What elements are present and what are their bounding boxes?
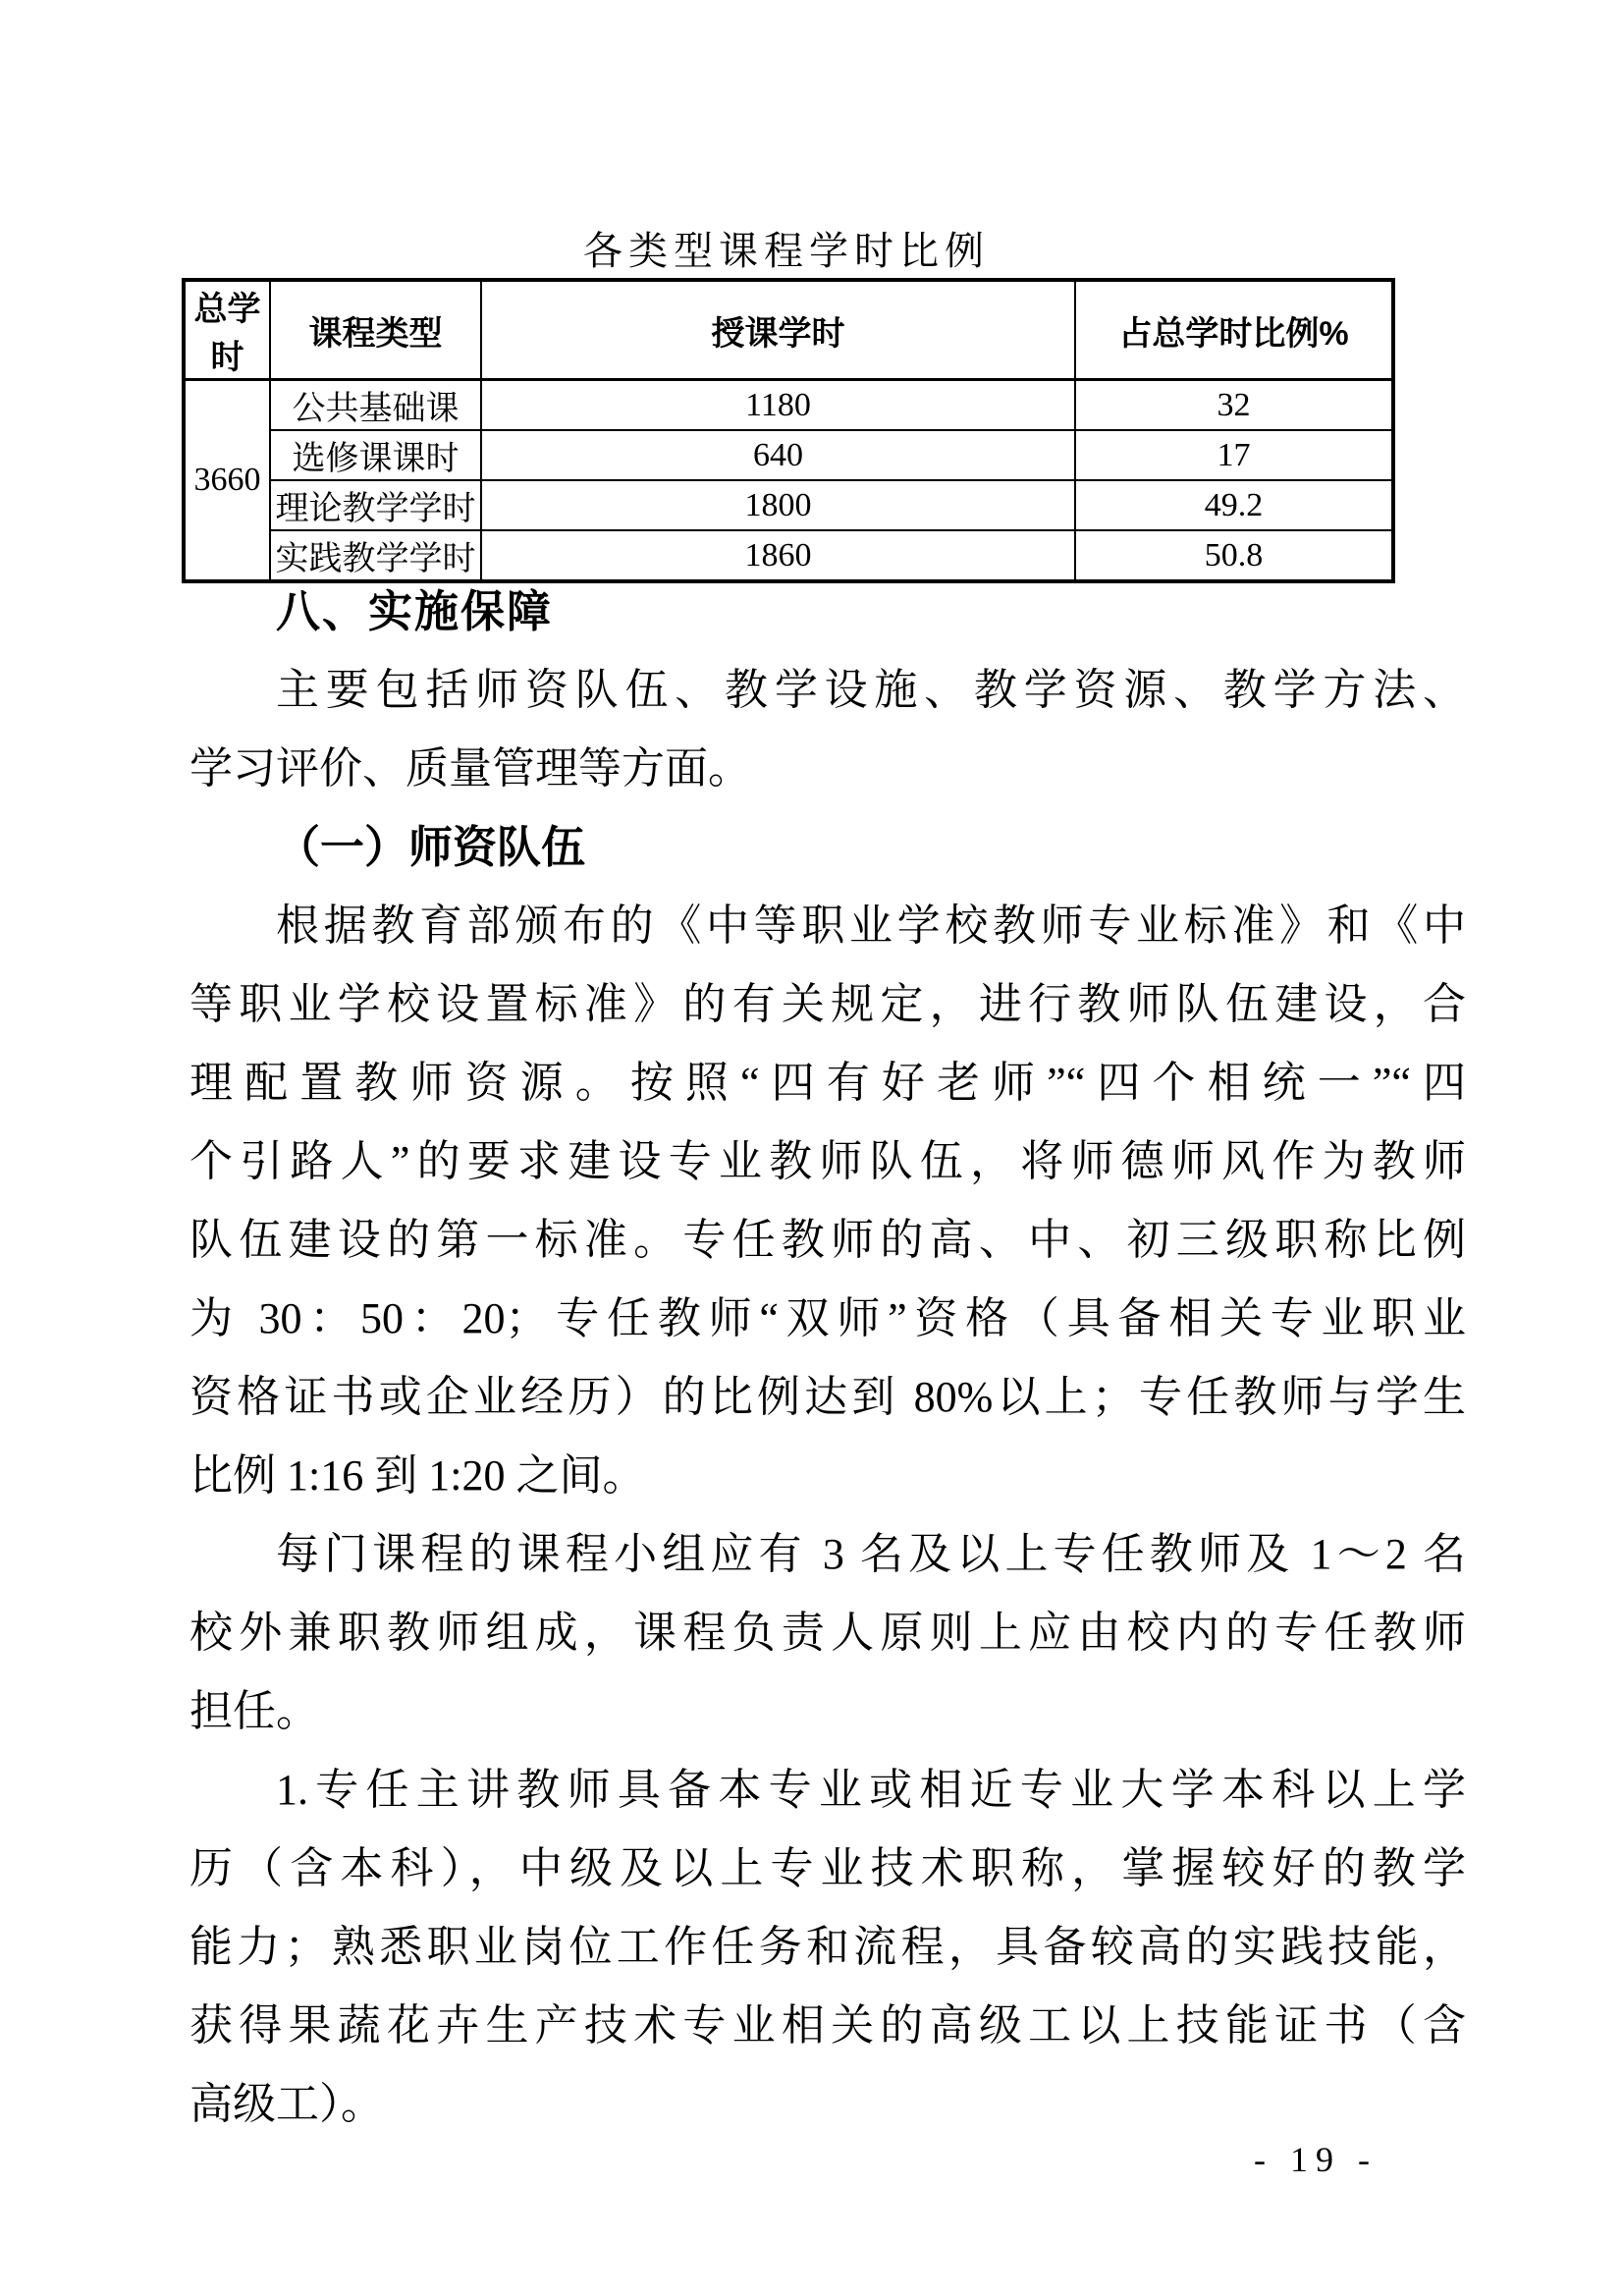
body-line: 队伍建设的第一标准。专任教师的高、中、初三级职称比例: [189, 1216, 1466, 1264]
percent-cell: 32: [1075, 380, 1393, 431]
body-line: 历（含本科），中级及以上专业技术职称，掌握较好的教学: [189, 1844, 1466, 1892]
total-hours-cell: 3660: [184, 380, 270, 582]
percent-cell: 17: [1075, 430, 1393, 480]
header-teaching-hours: 授课学时: [481, 280, 1075, 380]
document-body: [189, 573, 1466, 2144]
percent-cell: 50.8: [1075, 530, 1393, 581]
table-title: 各类型课程学时比例: [583, 229, 990, 273]
body-line: 资格证书或企业经历）的比例达到 80%以上；专任教师与学生: [189, 1373, 1466, 1421]
course-type-cell: 实践教学学时: [270, 530, 481, 581]
course-hours-table: [182, 278, 1395, 583]
body-line: 能力；熟悉职业岗位工作任务和流程，具备较高的实践技能，: [189, 1923, 1466, 1971]
percent-cell: 49.2: [1075, 480, 1393, 530]
body-line: 学习评价、质量管理等方面。: [189, 744, 751, 793]
section-heading: 八、实施保障: [276, 586, 554, 636]
hours-cell: 1860: [481, 530, 1075, 581]
hours-cell: 1800: [481, 480, 1075, 530]
course-type-cell: 理论教学学时: [270, 480, 481, 530]
header-course-type: 课程类型: [270, 280, 481, 380]
hours-cell: 1180: [481, 380, 1075, 431]
body-line: 个引路人”的要求建设专业教师队伍，将师德师风作为教师: [189, 1137, 1466, 1185]
course-type-cell: 选修课课时: [270, 430, 481, 480]
body-line: 主要包括师资队伍、教学设施、教学资源、教学方法、: [276, 666, 1466, 714]
body-line: 为 30：50：20；专任教师“双师”资格（具备相关专业职业: [189, 1294, 1466, 1342]
body-line: 等职业学校设置标准》的有关规定，进行教师队伍建设，合: [189, 980, 1466, 1028]
body-line: 校外兼职教师组成，课程负责人原则上应由校内的专任教师: [189, 1609, 1466, 1657]
body-line: 担任。: [189, 1687, 319, 1735]
table-header-row: [184, 280, 1393, 380]
header-total-hours: 总学时: [184, 280, 270, 380]
body-line: 获得果蔬花卉生产技术专业相关的高级工以上技能证书（含: [189, 2001, 1466, 2050]
body-line: 比例 1:16 到 1:20 之间。: [189, 1451, 646, 1500]
sub-heading: （一）师资队伍: [276, 823, 586, 872]
table-row: [184, 380, 1393, 431]
table-row: [184, 430, 1393, 480]
hours-cell: 640: [481, 430, 1075, 480]
header-percent: 占总学时比例%: [1075, 280, 1393, 380]
body-line: 根据教育部颁布的《中等职业学校教师专业标准》和《中: [276, 902, 1466, 950]
body-line: 每门课程的课程小组应有 3 名及以上专任教师及 1～2 名: [276, 1530, 1466, 1578]
body-line: 1.专任主讲教师具备本专业或相近专业大学本科以上学: [276, 1766, 1466, 1814]
body-line: 理配置教师资源。按照“四有好老师”“四个相统一”“四: [189, 1059, 1466, 1107]
course-type-cell: 公共基础课: [270, 380, 481, 431]
page-number: - 19 -: [1254, 2140, 1378, 2179]
table-row: [184, 480, 1393, 530]
body-line: 高级工）。: [189, 2080, 384, 2128]
